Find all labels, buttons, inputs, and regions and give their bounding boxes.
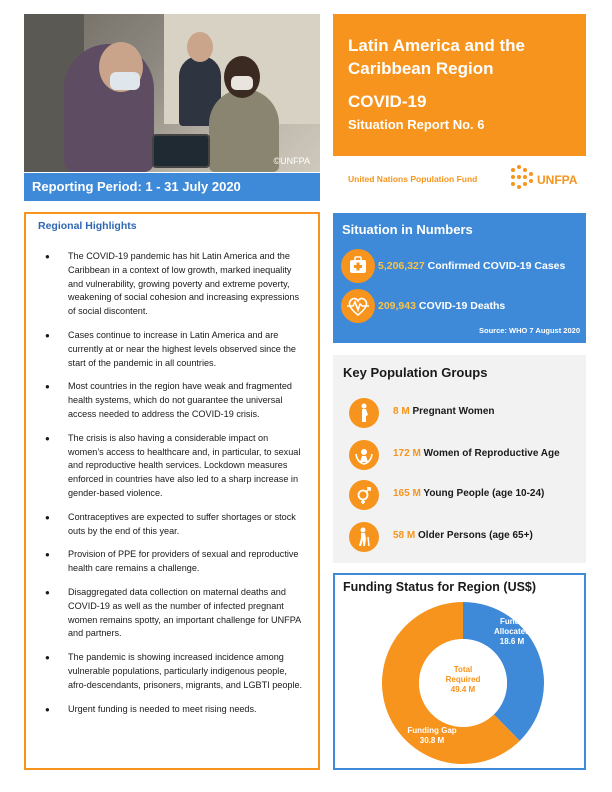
photo-person-right: [209, 89, 279, 172]
highlight-item: ● Most countries in the region have weak and fragmented health systems, which do not guarantee the universal access needed to address the COVID-19 crisis.: [38, 380, 306, 421]
unfpa-logo: [509, 164, 585, 196]
title-block: [333, 14, 586, 156]
key-population-text: [393, 530, 533, 541]
key-population-number: 8 M: [393, 406, 410, 417]
total-label-line-2: Required: [445, 675, 481, 684]
key-population-row: [349, 398, 581, 428]
first-aid-icon: [341, 249, 375, 283]
photo-mask-left: [110, 72, 140, 90]
region-title-line-2: Caribbean Region: [348, 59, 494, 78]
highlights-list: [38, 250, 306, 716]
cover-photo: [24, 14, 320, 172]
situation-heading: Situation in Numbers: [342, 222, 473, 237]
gender-icon: [349, 480, 379, 510]
org-row: [333, 160, 586, 200]
key-population-heading: Key Population Groups: [343, 365, 488, 380]
unfpa-logo-text: UNFPA: [537, 173, 578, 187]
total-value: 49.4 M: [450, 685, 476, 694]
allocated-label: [486, 617, 538, 647]
covid-title: COVID-19: [348, 92, 427, 111]
key-population-label: Young People (age 10-24): [420, 488, 545, 499]
regional-highlights: [24, 212, 320, 770]
cases-number: 5,206,327: [378, 260, 425, 272]
photo-phone: [152, 134, 210, 168]
photo-head-standing: [187, 32, 213, 62]
elderly-icon: [349, 522, 379, 552]
gap-value: 30.8 M: [419, 736, 445, 745]
pregnant-icon: [349, 398, 379, 428]
key-population-number: 172 M: [393, 448, 421, 459]
highlight-item: ● Contraceptives are expected to suffer shortages or stock outs by the end of this year.: [38, 511, 306, 539]
key-population-row: [349, 440, 581, 470]
key-population-row: [349, 522, 581, 552]
key-population-number: 58 M: [393, 530, 416, 541]
gap-label: [397, 726, 467, 746]
cases-text: [378, 260, 565, 272]
total-required: [433, 665, 493, 695]
deaths-row: [341, 289, 581, 325]
highlight-item: ● The pandemic is showing increased incidence among vulnerable populations, particularly indigenous people, afro-descendants, prisoners, migrants, and LGBTI people.: [38, 651, 306, 692]
key-population-label: Women of Reproductive Age: [420, 448, 560, 459]
allocated-value: 18.6 M: [499, 637, 525, 646]
highlight-item: ● Provision of PPE for providers of sexual and reproductive health care remains a challenge.: [38, 548, 306, 576]
allocated-label-line-2: Allocated: [493, 627, 530, 636]
key-population-label: Pregnant Women: [409, 406, 495, 417]
funding-heading: Funding Status for Region (US$): [343, 580, 537, 594]
key-population-label: Older Persons (age 65+): [415, 530, 533, 541]
org-name: United Nations Population Fund: [348, 174, 478, 184]
key-population-text: [393, 448, 560, 459]
key-population-text: [393, 406, 495, 417]
funding-donut-chart: [382, 602, 544, 764]
women-icon: [349, 440, 379, 470]
highlights-heading: Regional Highlights: [38, 220, 137, 232]
deaths-number: 209,943: [378, 300, 416, 312]
reporting-period: Reporting Period: 1 - 31 July 2020: [24, 173, 320, 201]
report-number: Situation Report No. 6: [348, 117, 485, 132]
region-title-line-1: Latin America and the: [348, 36, 525, 55]
photo-mask-right: [231, 76, 253, 90]
highlight-item: ● The COVID-19 pandemic has hit Latin America and the Caribbean in a context of low growth, marked inequality and vulnerability, growing poverty and extreme poverty, weakening of social cohesion and increasing expressions of social discontent.: [38, 250, 306, 319]
key-population-row: [349, 480, 581, 510]
highlight-item: ● Cases continue to increase in Latin America and are currently at or near the highest levels observed since the start of the pandemic in all countries.: [38, 329, 306, 370]
allocated-label-line-1: Funds: [500, 617, 524, 626]
funding-status: [333, 573, 586, 770]
gap-label-text: Funding Gap: [407, 726, 457, 735]
key-population-number: 165 M: [393, 488, 421, 499]
cases-row: [341, 249, 581, 285]
key-population-text: [393, 488, 544, 499]
key-population-groups: [333, 355, 586, 563]
situation-source: Source: WHO 7 August 2020: [479, 326, 580, 335]
deaths-label: COVID-19 Deaths: [415, 300, 506, 312]
photo-credit: ©UNFPA: [273, 156, 310, 166]
heartbeat-icon: [341, 289, 375, 323]
cases-label: Confirmed COVID-19 Cases: [424, 260, 566, 272]
deaths-text: [378, 300, 505, 312]
highlight-item: ● Disaggregated data collection on maternal deaths and COVID-19 as well as the number of infected pregnant women remains spotty, an important challenge for UNFPA and partners.: [38, 586, 306, 641]
total-label-line-1: Total: [453, 665, 473, 674]
highlight-item: ● The crisis is also having a considerable impact on women’s access to healthcare and, in particular, to sexual and reproductive health services. Lockdown measures enforced in countries have also led to a sharp increase in gender-based violence.: [38, 432, 306, 501]
situation-in-numbers: [333, 213, 586, 343]
highlight-item: ● Urgent funding is needed to meet rising needs.: [38, 703, 306, 717]
